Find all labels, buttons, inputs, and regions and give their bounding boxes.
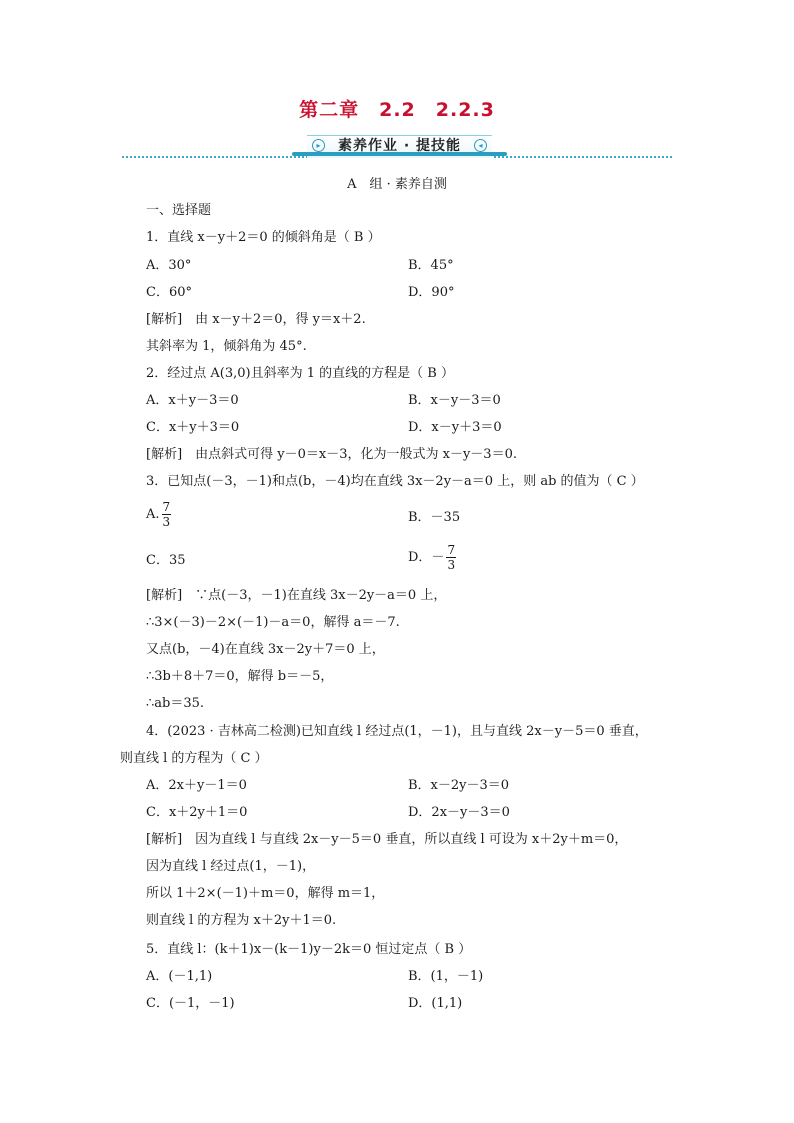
q3-option-a-prefix: A.	[146, 507, 160, 522]
q4-analysis-1: [解析] 因为直线 l 与直线 2x－y－5＝0 垂直，所以直线 l 可设为 x＋2y＋m＝0，	[146, 832, 628, 847]
section-title: 一、选择题	[146, 203, 212, 218]
q4-option-d: D．2x－y－3＝0	[408, 805, 510, 820]
q2-analysis: [解析] 由点斜式可得 y－0＝x－3，化为一般式为 x－y－3＝0.	[146, 447, 517, 462]
q4-analysis-2: 因为直线 l 经过点(1，－1)，	[146, 859, 316, 874]
q3-analysis-1: [解析] ∵点(－3，－1)在直线 3x－2y－a＝0 上，	[146, 588, 447, 603]
q3-analysis-3: 又点(b，－4)在直线 3x－2y＋7＝0 上，	[146, 642, 385, 657]
q4-stem-line1: 4．(2023 · 吉林高二检测)已知直线 l 经过点(1，－1)，且与直线 2x－y－5＝0 垂直，	[146, 724, 648, 739]
q1-option-b: B．45°	[408, 258, 454, 273]
banner-label: 素养作业 · 提技能	[337, 138, 462, 154]
section-banner	[122, 132, 672, 162]
q4-option-a: A．2x＋y－1＝0	[146, 778, 247, 793]
q1-analysis-1: [解析] 由 x－y＋2＝0，得 y＝x＋2.	[146, 312, 366, 327]
q3-analysis-2: ∴3×(－3)－2×(－1)－a＝0，解得 a＝－7.	[146, 615, 400, 630]
q5-option-c: C．(－1，－1)	[146, 996, 235, 1011]
q2-option-d: D．x－y＋3＝0	[408, 420, 502, 435]
q3-option-d-numerator: 7	[447, 543, 456, 557]
q2-option-b: B．x－y－3＝0	[408, 393, 501, 408]
q4-stem-line2: 则直线 l 的方程为（ C ）	[120, 751, 268, 766]
q1-option-c: C．60°	[146, 285, 192, 300]
group-title: A 组 · 素养自测	[347, 177, 447, 192]
q5-option-a: A．(－1,1)	[146, 969, 213, 984]
play-right-icon: ▸	[312, 139, 325, 152]
q4-option-c: C．x＋2y＋1＝0	[146, 805, 248, 820]
q3-option-a-denominator: 3	[162, 515, 171, 529]
q3-option-b: B．－35	[408, 510, 461, 525]
q4-analysis-3: 所以 1＋2×(－1)＋m＝0，解得 m＝1，	[146, 886, 385, 901]
q2-option-a: A．x＋y－3＝0	[146, 393, 239, 408]
play-left-icon: ◂	[474, 139, 487, 152]
q2-option-c: C．x＋y＋3＝0	[146, 420, 240, 435]
q1-option-a: A．30°	[146, 258, 192, 273]
q3-option-a	[146, 500, 173, 529]
q1-stem: 1．直线 x－y＋2＝0 的倾斜角是（ B ）	[146, 230, 381, 245]
q5-stem: 5．直线 l：(k＋1)x－(k－1)y－2k＝0 恒过定点（ B ）	[146, 942, 472, 957]
q3-option-d	[408, 543, 458, 572]
q4-analysis-4: 则直线 l 的方程为 x＋2y＋1＝0.	[146, 913, 337, 928]
q2-stem: 2．经过点 A(3,0)且斜率为 1 的直线的方程是（ B ）	[146, 366, 454, 381]
q3-option-d-prefix: D．－	[408, 550, 445, 565]
q1-analysis-2: 其斜率为 1，倾斜角为 45°.	[146, 339, 307, 354]
q3-analysis-5: ∴ab＝35.	[146, 696, 205, 711]
chapter-title: 第二章 2.2 2.2.3	[299, 99, 495, 121]
q3-stem: 3．已知点(－3，－1)和点(b，－4)均在直线 3x－2y－a＝0 上，则 ab 的值为（ C ）	[146, 474, 644, 489]
q5-option-b: B．(1，－1)	[408, 969, 484, 984]
q3-option-d-fraction	[446, 543, 456, 572]
q3-option-d-denominator: 3	[447, 558, 456, 572]
q3-analysis-4: ∴3b＋8＋7＝0，解得 b＝－5，	[146, 669, 334, 684]
q1-option-d: D．90°	[408, 285, 455, 300]
q4-option-b: B．x－2y－3＝0	[408, 778, 510, 793]
q5-option-d: D．(1,1)	[408, 996, 463, 1011]
q3-option-c: C．35	[146, 553, 186, 568]
q3-option-a-fraction	[162, 500, 172, 529]
q3-option-a-numerator: 7	[162, 500, 171, 514]
